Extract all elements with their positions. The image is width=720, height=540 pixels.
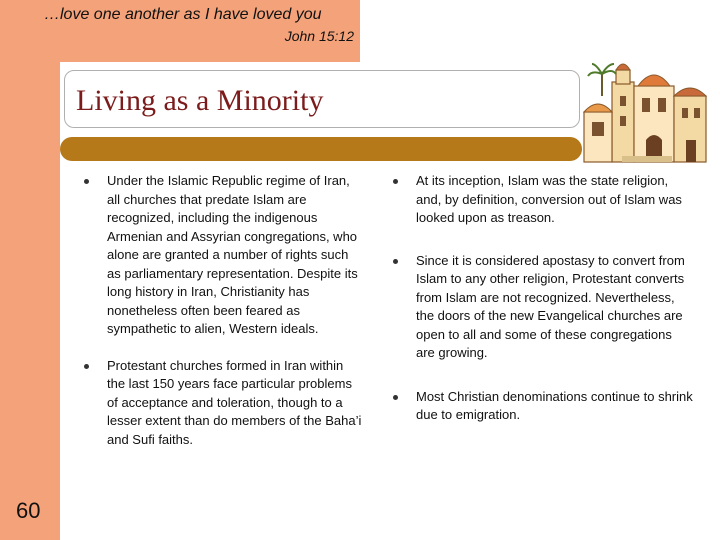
list-item-text: Since it is considered apostasy to convert from Islam to any other religion, Protestant converts from Islam are not recognized. Nevertheless, the doors of the new Evangelical churches are open to all and some of these congregations are growing. bbox=[416, 252, 685, 360]
list-item bbox=[393, 172, 693, 228]
right-column bbox=[393, 172, 693, 425]
bullet-dot-icon bbox=[84, 364, 89, 369]
bullet-dot-icon bbox=[84, 179, 89, 184]
list-item bbox=[393, 252, 693, 363]
title-divider-bar bbox=[60, 137, 582, 161]
list-item-text: Most Christian denominations continue to shrink due to emigration. bbox=[416, 388, 693, 422]
list-item-text: Under the Islamic Republic regime of Iran, all churches that predate Islam are recognized, including the indigenous Armenian and Assyrian congregations, who alone are granted a number of rights such as parliamentary representation. Despite its long history in Iran, Christianity has nonetheless often been feared as sympathetic to alien, Western ideals. bbox=[107, 173, 358, 336]
list-item-text: Protestant churches formed in Iran within the last 150 years face particular problems of acceptance and toleration, though to a lesser extent than do members of the Baha’i and Sufi faiths. bbox=[107, 357, 362, 447]
bullet-dot-icon bbox=[393, 395, 398, 400]
scripture-quote: …love one another as I have loved you bbox=[44, 6, 322, 23]
left-accent-bar bbox=[0, 0, 60, 540]
list-item bbox=[84, 172, 364, 339]
scripture-citation: John 15:12 bbox=[284, 28, 354, 44]
list-item bbox=[84, 357, 364, 450]
bullet-dot-icon bbox=[393, 179, 398, 184]
left-column bbox=[84, 172, 364, 449]
village-illustration-icon bbox=[582, 56, 716, 164]
list-item-text: At its inception, Islam was the state religion, and, by definition, conversion out of Islam was looked upon as treason. bbox=[416, 173, 682, 225]
slide-title: Living as a Minority bbox=[76, 84, 324, 117]
bullet-dot-icon bbox=[393, 259, 398, 264]
page-number: 60 bbox=[16, 498, 41, 523]
list-item bbox=[393, 388, 693, 425]
